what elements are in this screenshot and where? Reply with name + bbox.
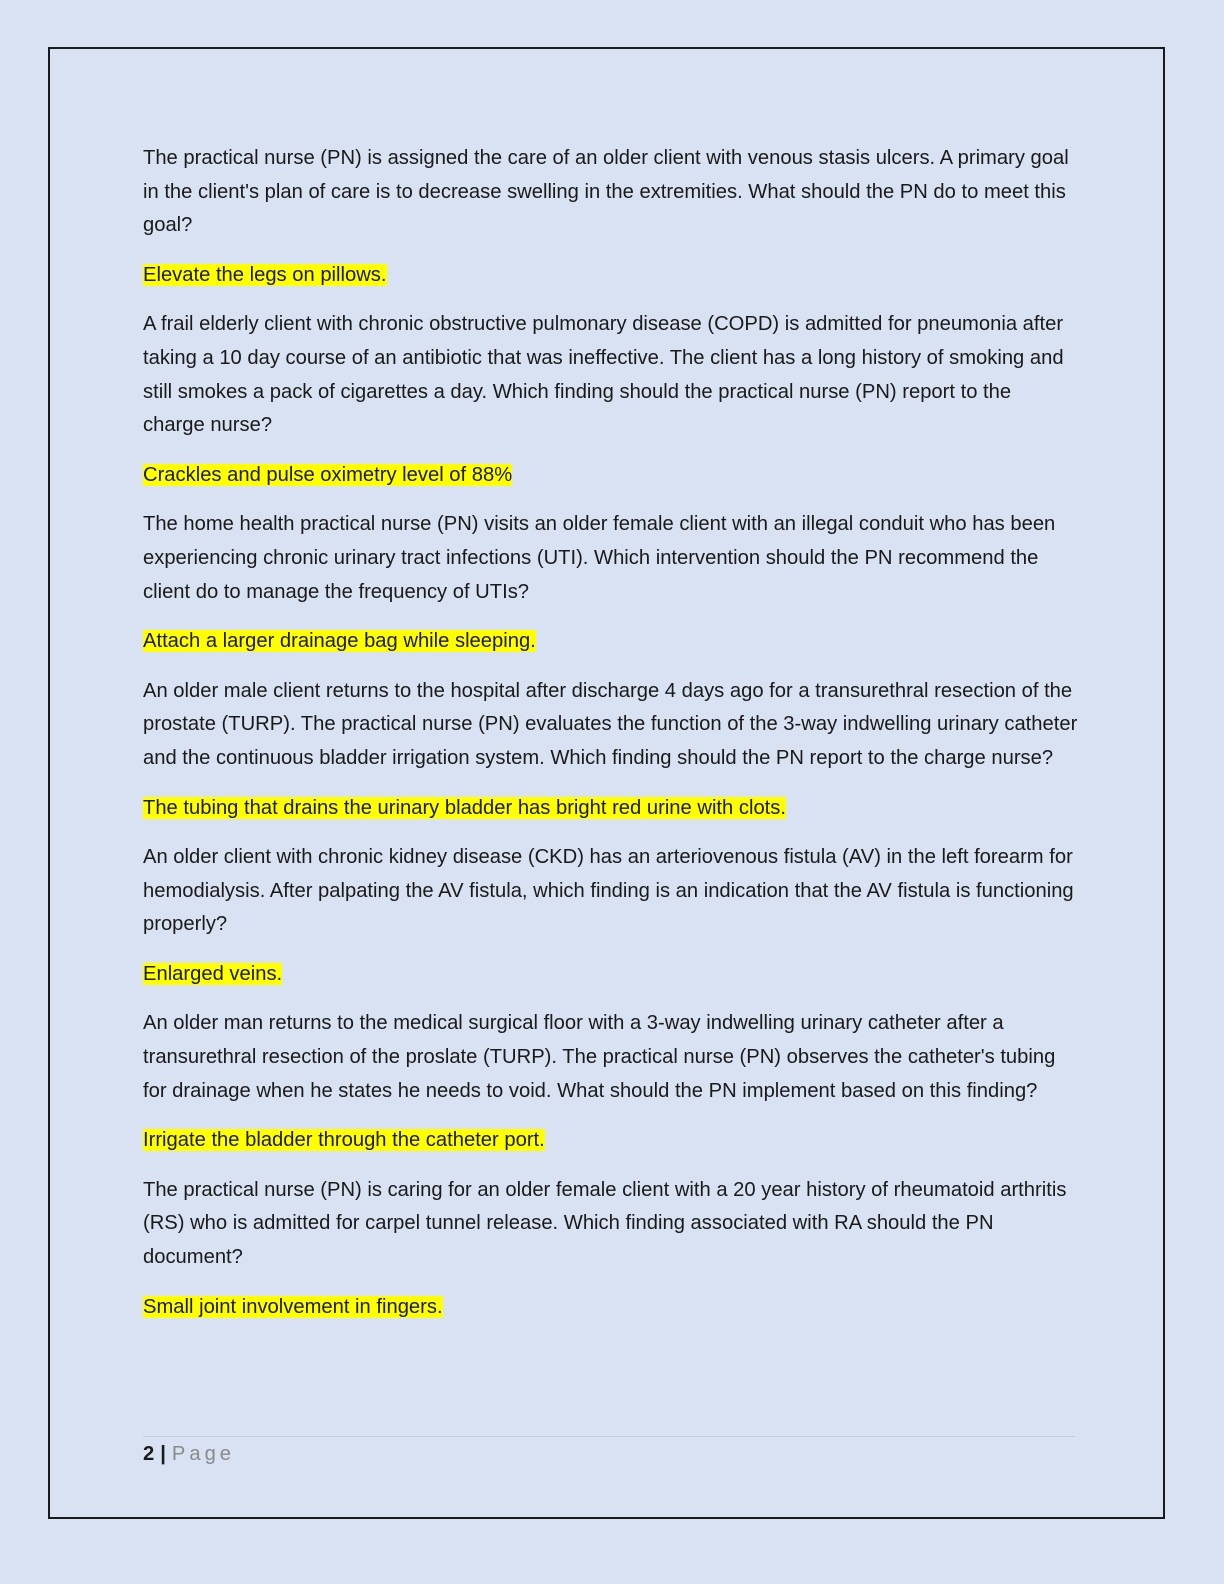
question-text: The practical nurse (PN) is assigned the care of an older client with venous stasis ulcers. A primary goal in the client's plan of care is to decrease swelling in the extremities. What should the PN do to meet this goal?	[143, 147, 1069, 237]
answer-highlight: Attach a larger drainage bag while sleeping.	[143, 630, 536, 653]
answer-highlight: Crackles and pulse oximetry level of 88%	[143, 463, 513, 486]
answer-text	[143, 1291, 1078, 1325]
footer-separator: |	[160, 1443, 166, 1465]
qa-item-1	[143, 142, 1078, 292]
answer-text	[143, 792, 1078, 826]
question-text: A frail elderly client with chronic obstructive pulmonary disease (COPD) is admitted for pneumonia after taking a 10 day course of an antibiotic that was ineffective. The client has a long history of smoking and still smokes a pack of cigarettes a day. Which finding should the practical nurse (PN) report to the charge nurse?	[143, 313, 1064, 437]
footer-divider	[143, 1436, 1075, 1437]
answer-highlight: Enlarged veins.	[143, 962, 283, 985]
answer-highlight: Elevate the legs on pillows.	[143, 263, 387, 286]
page-number: 2	[143, 1443, 155, 1465]
question-text: An older male client returns to the hospital after discharge 4 days ago for a transurethral resection of the prostate (TURP). The practical nurse (PN) evaluates the function of the 3-way indwelling urinary catheter and the continuous bladder irrigation system. Which finding should the PN report to the charge nurse?	[143, 679, 1078, 769]
question-text: An older man returns to the medical surgical floor with a 3-way indwelling urinary catheter after a transurethral resection of the proslate (TURP). The practical nurse (PN) observes the catheter's tubing for drainage when he states he needs to void. What should the PN implement based on this finding?	[143, 1012, 1056, 1102]
qa-item-5	[143, 841, 1078, 991]
answer-text	[143, 459, 1078, 493]
answer-highlight: The tubing that drains the urinary bladder has bright red urine with clots.	[143, 796, 786, 819]
answer-text	[143, 625, 1078, 659]
answer-highlight: Small joint involvement in fingers.	[143, 1295, 443, 1318]
qa-item-2	[143, 308, 1078, 492]
answer-highlight: Irrigate the bladder through the catheter port.	[143, 1129, 545, 1152]
page-label: Page	[171, 1443, 236, 1465]
qa-item-7	[143, 1174, 1078, 1324]
answer-text	[143, 958, 1078, 992]
page-footer	[143, 1440, 235, 1468]
question-text: The practical nurse (PN) is caring for an older female client with a 20 year history of rheumatoid arthritis (RS) who is admitted for carpel tunnel release. Which finding associated with RA should the PN document?	[143, 1178, 1067, 1269]
qa-item-6	[143, 1007, 1078, 1157]
qa-item-4	[143, 675, 1078, 825]
qa-item-3	[143, 508, 1078, 658]
document-body	[143, 142, 1078, 1340]
answer-text	[143, 259, 1078, 293]
answer-text	[143, 1124, 1078, 1158]
question-text: The home health practical nurse (PN) visits an older female client with an illegal conduit who has been experiencing chronic urinary tract infections (UTI). Which intervention should the PN recommend the client do to manage the frequency of UTIs?	[143, 513, 1056, 603]
question-text: An older client with chronic kidney disease (CKD) has an arteriovenous fistula (AV) in the left forearm for hemodialysis. After palpating the AV fistula, which finding is an indication that the AV fistula is functioning properly?	[143, 846, 1074, 936]
